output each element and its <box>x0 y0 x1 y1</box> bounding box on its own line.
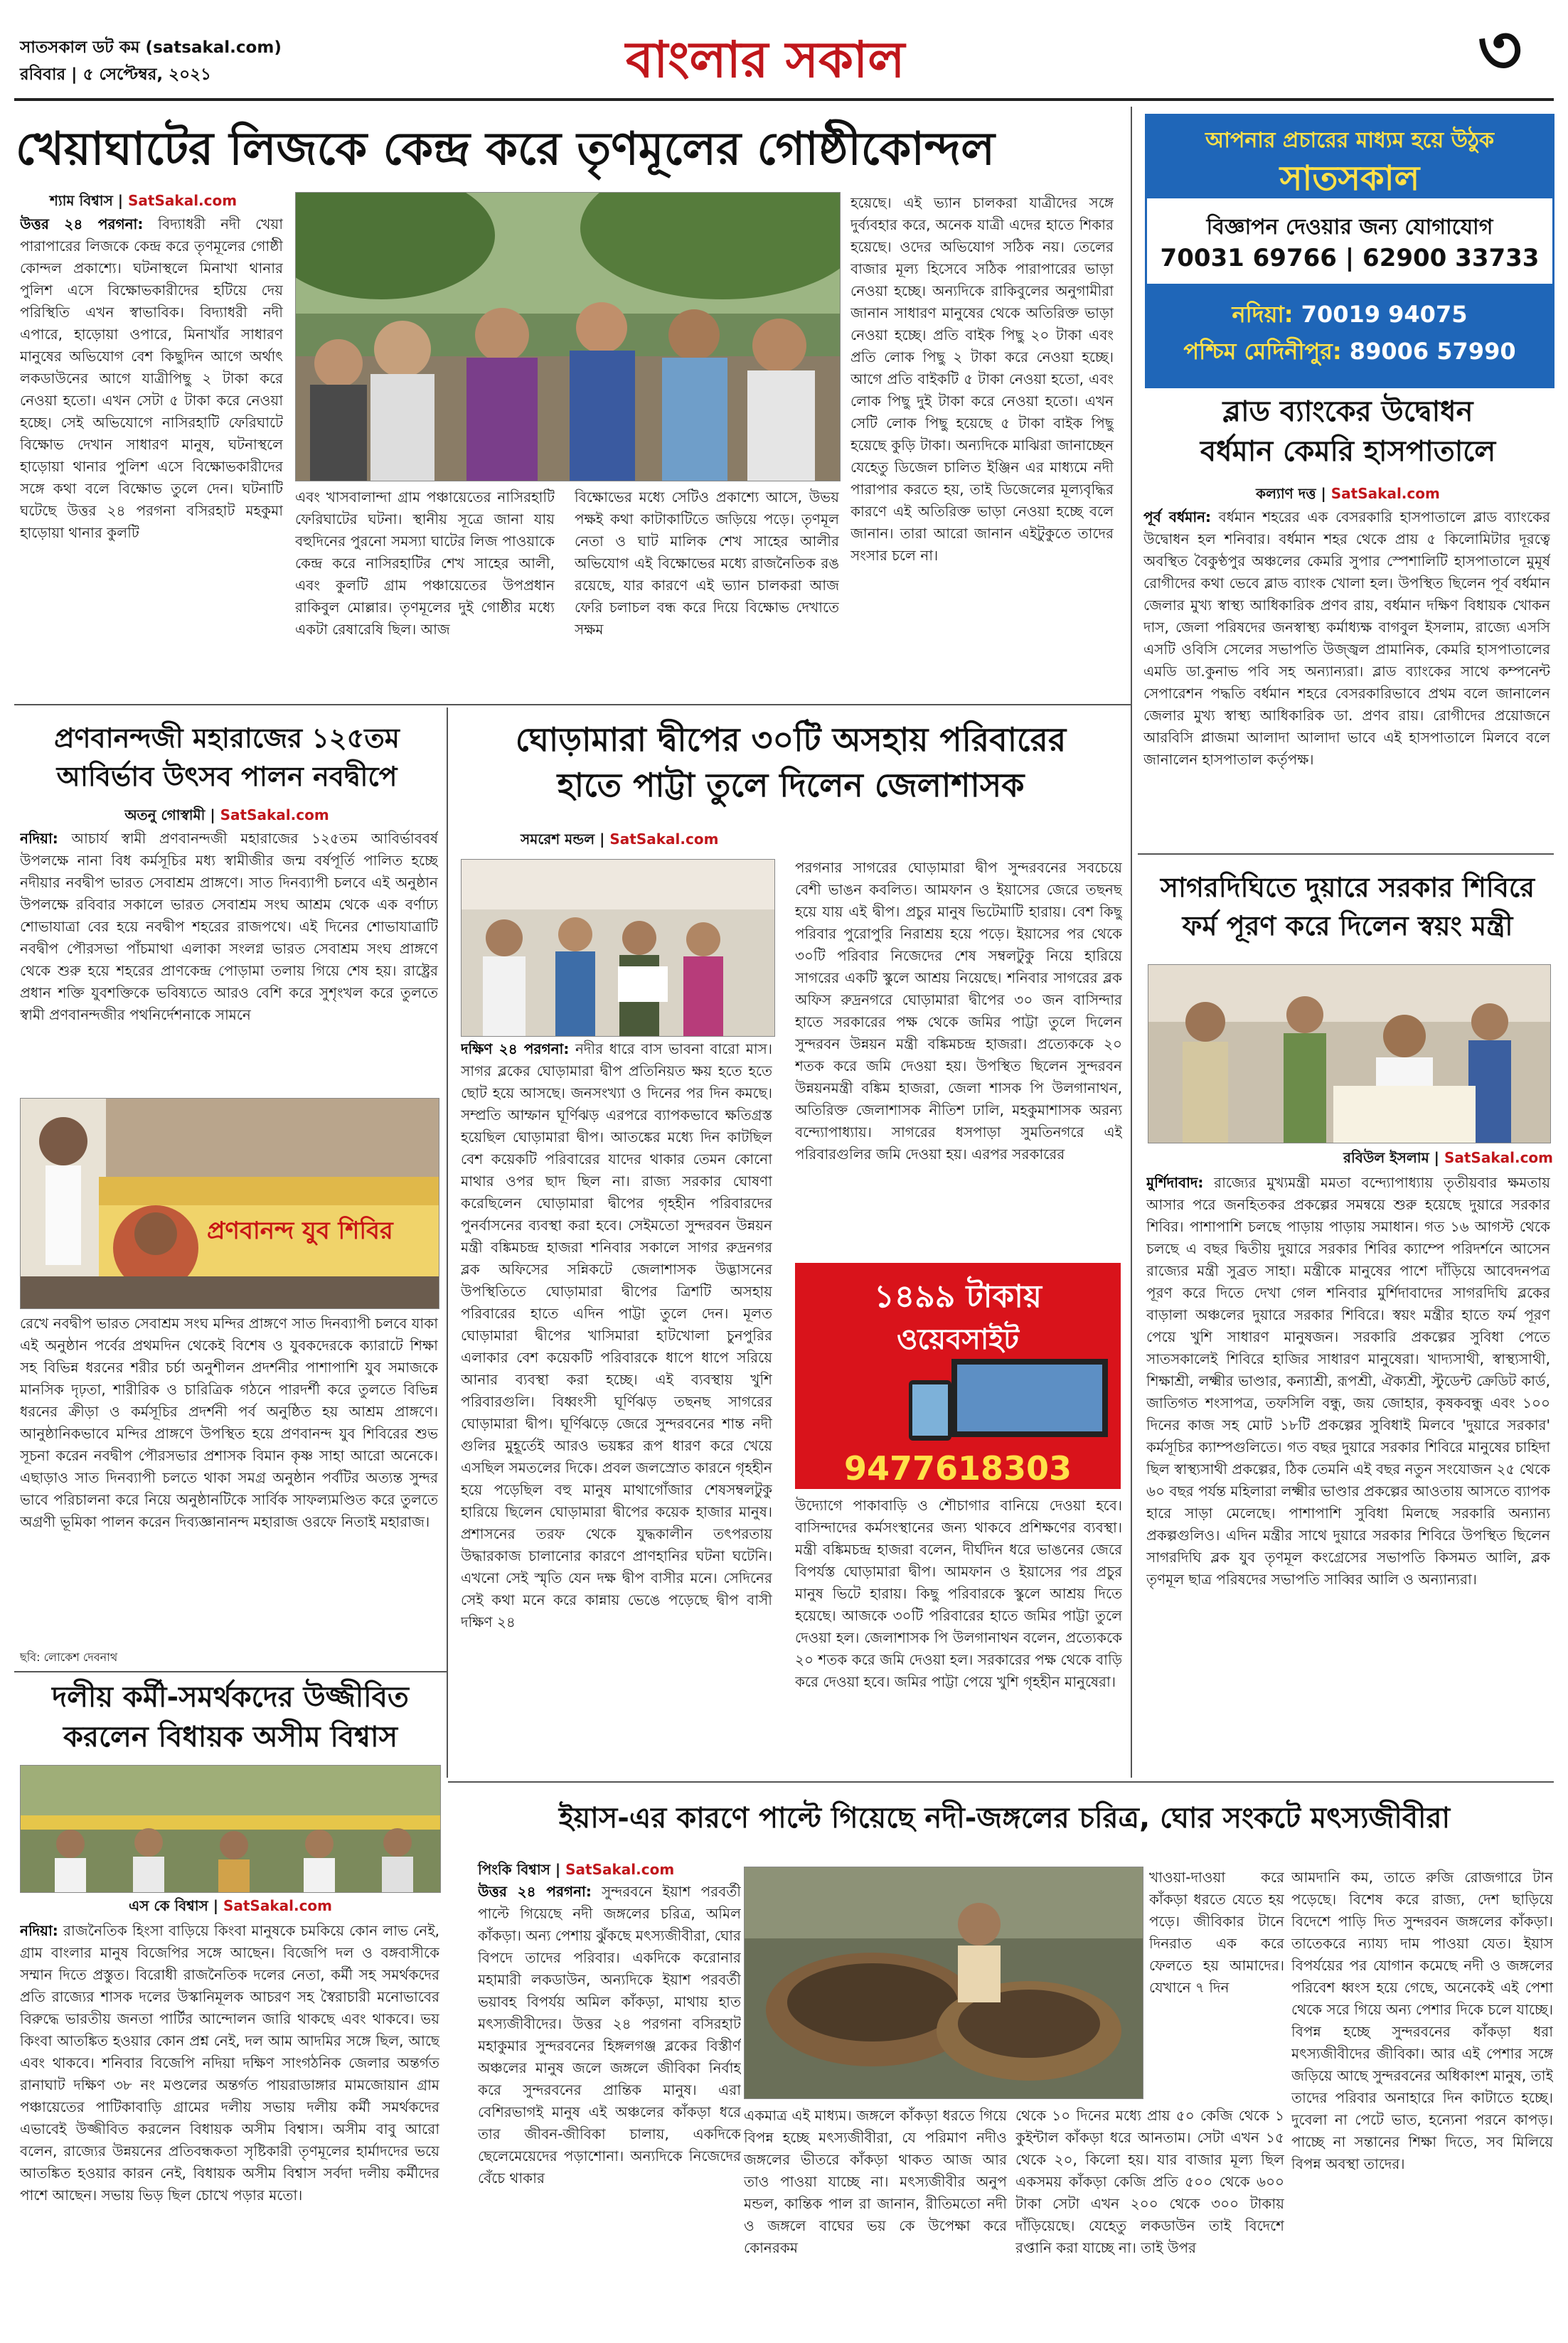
yaas-rule <box>448 1781 1554 1783</box>
page-number: ৩ <box>1478 10 1522 90</box>
ferry-col2: এবং খাসবালান্দা গ্রাম পঞ্চায়েতের নাসিরহাটি ফেরিঘাটের ঘটনা। স্থানীয় সূত্রে জানা যায় বহুদিনের পুরনো সমস্যা ঘাটের লিজ পাওয়াকে কেন্দ্র করে নাসিরহাটির শেখ সাহের আলী, এবং কুলটি গ্রাম পঞ্চায়েতের উপপ্রধান রাকিবুল মোল্লার। তৃণমূলের দুই গোষ্ঠীর মধ্যে একটা রেষারেষি ছিল। আজ <box>295 489 555 638</box>
pranab-lead: নদিয়া: <box>20 830 58 847</box>
ferry-headline: খেয়াঘাটের লিজকে কেন্দ্র করে তৃণমূলের গোষ্ঠীকোন্দল <box>16 123 995 176</box>
ad-top-phone-2[interactable]: 62900 33733 <box>1362 244 1540 272</box>
ghoramara-photo <box>461 859 775 1037</box>
header-rule <box>14 98 1554 101</box>
ad-top-phones: 70031 69766 | 62900 33733 <box>1160 244 1540 272</box>
pranab-banner-image <box>21 1099 439 1308</box>
yaas-headline: ইয়াস-এর কারণে পাল্টে গিয়েছে নদী-জঙ্গলের চরিত্র, ঘোর সংকটে মৎস্যজীবীরা <box>558 1802 1451 1835</box>
bloodbank-byline: কল্যাণ দত্ত | SatSakal.com <box>1256 485 1440 502</box>
ghoramara-headline-2: হাতে পাট্টা তুলে দিলেন জেলাশাসক <box>557 766 1025 804</box>
column-rule-left <box>447 708 448 1778</box>
yaas-col2: একমাত্র এই মাধ্যম। জঙ্গলে কাঁকড়া ধরতে গিয়ে বিপন্ন হচ্ছে মৎস্যজীবীরা, যে পরিমাণ নদীও জঙ্গলের ভীতরে কাঁকড়া থাকত আজ আর তাও পাওয়া যাচ্ছে না। মৎস্যজীবীর অনুপ মন্ডল, কান্তিক পাল রা জানান, রীতিমতো নদী ও জঙ্গলে বাঘের ভয় কে উপেক্ষা করে কোনরকম <box>744 2107 1007 2256</box>
ad-website-price: ১৪৯৯ টাকায় <box>874 1279 1042 1315</box>
ad-top-district-2-label: পশ্চিম মেদিনীপুর: <box>1183 338 1342 365</box>
duare-author: রবিউল ইসলাম <box>1343 1149 1429 1166</box>
duare-lead: মুর্শিদাবাদ: <box>1146 1174 1204 1191</box>
ferry-col4: হয়েছে। এই ভ্যান চালকরা যাত্রীদের সঙ্গে দুর্ব্যবহার করে, অনেক যাত্রী এদের হাতে শিকার হয়েছে। ওদের অভিযোগ সঠিক নয়। তেলের বাজার মূল্য হিসেবে সঠিক পারাপারের ভাড়া নেওয়া হচ্ছে। অন্যদিকে রাকিবুলের অনুগামীরা জানান সাধারণ মানুষের থেকে অতিরিক্ত ভাড়া নেওয়া হচ্ছে। প্রতি বাইক পিছু ২০ টাকা এবং প্রতি লোক পিছু ২ টাকা করে নেওয়া হচ্ছে। আগে প্রতি বাইকটি ৫ টাকা নেওয়া হতো, এবং লোক পিছু দুই টাকা করে নেওয়া হতো। এখন সেটি লোক পিছু হয়েছে ৫ টাকা বাইক পিছু হয়েছে কুড়ি টাকা। অন্যদিকে মাঝিরা জানাচ্ছেন যেহেতু ডিজেল চালিত ইঞ্জিন এর মাধ্যমে নদী পারাপার করতে হয়, তাই ডিজেলের মূল্যবৃদ্ধির কারণে এই অতিরিক্ত ভাড়া নেওয়া হচ্ছে বলে জানান। তারা আরো জানান এইটুকুতে তাদের সংসার চলে না। <box>850 194 1114 564</box>
ghoramara-headline-1: ঘোড়ামারা দ্বীপের ৩০টি অসহায় পরিবারের <box>515 720 1067 759</box>
yaas-crab-image <box>745 1867 1143 2098</box>
bloodbank-author: কল্যাণ দত্ত <box>1256 485 1316 502</box>
pranab-photo <box>20 1098 439 1309</box>
yaas-lead: উত্তর ২৪ পরগনা: <box>478 1883 592 1900</box>
ad-website[interactable] <box>795 1263 1121 1489</box>
ad-top-district-2 <box>1147 333 1552 372</box>
pranab-banner-text: প্রণবানন্দ যুব শিবির <box>207 1217 393 1245</box>
ghoramara-byline: সমরেশ মন্ডল | SatSakal.com <box>521 831 719 848</box>
ad-website-phone[interactable]: 9477618303 <box>843 1449 1072 1488</box>
ferry-site[interactable]: SatSakal.com <box>128 192 238 209</box>
ad-top-brand: সাতসকাল <box>1279 159 1420 198</box>
mla-headline-2: করলেন বিধায়ক অসীম বিশ্বাস <box>63 1721 398 1754</box>
pranab-headline-1: প্রণবানন্দজী মহারাজের ১২৫তম <box>54 722 400 754</box>
bloodbank-body <box>1143 506 1550 844</box>
ad-top-tagline: আপনার প্রচারের মাধ্যম হয়ে উঠুক <box>1205 128 1494 153</box>
mla-site[interactable]: SatSakal.com <box>223 1897 333 1914</box>
pranab-text-top: আচার্য স্বামী প্রণবানন্দজী মহারাজের ১২৫তম আবির্ভাববর্ষ উপলক্ষে নানা বিধ কর্মসূচির মধ্য স্বামীজীর জন্ম বর্ষপূর্তি পালিত হচ্ছে নদীয়ার নবদ্বীপ ভারত সেবাশ্রম প্রাঙ্গণে। সাত দিনব্যাপী চলবে এই অনুষ্ঠান উপলক্ষে রবিবার সকালে ভারত সেবাশ্রম সংঘ আশ্রম থেকে এক বর্ণাঢ্য শোভাযাত্রা বের হয়ে নবদ্বীপ শহরের রাজপথে। এই দিনের শোভাযাত্রাটি নবদ্বীপ পৌরসভা পাঁচমাথা এলাকা সংলগ্ন ভারত সেবাশ্রম সংঘ প্রাঙ্গণে থেকে শুরু হয়ে শহরের প্রাণকেন্দ্র পোড়ামা তলায় গিয়ে শেষ হয়। রাষ্ট্রের প্রধান শক্তি যুবশক্তিকে ভবিষ্যতে আরও বেশি করে সুশৃংখল করে তুলতে স্বামী প্রণবানন্দজীর পথনির্দেশনাকে সামনে <box>20 830 438 1023</box>
header-site-line: সাতসকাল ডট কম (satsakal.com) <box>20 38 282 57</box>
ad-top-contact-label: বিজ্ঞাপন দেওয়ার জন্য যোগাযোগ <box>1206 215 1493 240</box>
ferry-author: শ্যাম বিশ্বাস <box>50 192 113 209</box>
ferry-crowd-image <box>296 193 840 481</box>
ad-top-phone-1[interactable]: 70031 69766 <box>1160 244 1337 272</box>
pranab-byline: অতনু গোস্বামী | SatSakal.com <box>124 806 329 823</box>
pranab-body-bottom: রেখে নবদ্বীপ ভারত সেবাশ্রম সংঘ মন্দির প্রাঙ্গণে সাত দিনব্যাপী চলবে যাকা এই অনুষ্ঠান পর্বের প্রথমদিন থেকেই বিশেষ ও যুবকদেরকে ক্যারাটে শিক্ষা সহ বিভিন্ন ধরনের শরীর চর্চা অনুশীলন প্রদর্শনীর পাশাপাশি যুব সমাজকে মানসিক দৃঢ়তা, শারীরিক ও চারিত্রিক গঠনে পারদর্শী করে তুলতে বিভিন্ন ধরনের ক্রীড়া ও কর্মসূচির প্রদর্শনী পর্ব অনুষ্ঠিত হয় আশ্রম প্রাঙ্গণে। আনুষ্ঠানিকভাবে মন্দির প্রাঙ্গণে উপস্থিত হয়ে প্রণবানন্দ যুব শিবিরের শুভ সূচনা করেন নবদ্বীপ পৌরসভার প্রশাসক বিমান কৃষ্ণ সাহা আরো অনেকে। এছাড়াও সাত দিনব্যাপী চলতে থাকা সমগ্র অনুষ্ঠান পর্বটির অত্যন্ত সুন্দর ভাবে পরিচালনা করে নিয়ে অনুষ্ঠানটিকে সার্বিক সাফল্যমণ্ডিত করে তুলতে অগ্রণী ভূমিকা পালন করেন দিব্যজ্ঞানানন্দ মহারাজ ওরফে নিতাই মহারাজ। <box>20 1315 438 1530</box>
mla-photo <box>20 1765 441 1893</box>
ferry-col1-text: বিদ্যাধরী নদী খেয়া পারাপারের লিজকে কেন্দ্র করে তৃণমূলের গোষ্ঠী কোন্দল প্রকাশ্যে। ঘটনাস্থলে মিনাখা থানার পুলিশ এসে বিক্ষোভকারীদের হটিয়ে দেয় পরিস্থিতি এখন স্বাভাবিক। বিদ্যাধরী নদী এপারে, হাড়োয়া ওপারে, মিনাখাঁর সাধারণ মানুষের অভিযোগ বেশ কিছুদিন আগে অর্থাৎ লকডাউনের আগে যাত্রীপিছু ২ টাকা করে নেওয়া হতো। এখন সেটা ৫ টাকা করে নেওয়া হচ্ছে। সেই অভিযোগে নাসিরহাটি ফেরিঘাটে বিক্ষোভ দেখান সাধারণ মানুষ, ঘটনাস্থলে হাড়োয়া থানার পুলিশ এসে বিক্ষোভকারীদের সঙ্গে কথা বলে বিক্ষোভ তুলে দেন। ঘটনাটি ঘটেছে উত্তর ২৪ পরগনা বসিরহাট মহকুমা হাড়োয়া থানার কুলটি <box>20 215 283 541</box>
mla-byline: এস কে বিশ্বাস | SatSakal.com <box>128 1897 333 1914</box>
ferry-rule <box>14 704 1131 705</box>
ad-top-district-1 <box>1147 297 1552 335</box>
yaas-byline: পিংকি বিশ্বাস | SatSakal.com <box>478 1861 675 1878</box>
mla-headline-1: দলীয় কর্মী-সমর্থকদের উজ্জীবিত <box>52 1681 409 1714</box>
column-rule-right <box>1131 107 1132 1778</box>
ad-top-district-1-phone[interactable]: 70019 94075 <box>1301 301 1468 328</box>
ferry-col1 <box>20 213 283 697</box>
mla-lead: নদিয়া: <box>20 1922 58 1939</box>
mla-text: রাজনৈতিক হিংসা বাড়িয়ে কিংবা মানুষকে চমকিয়ে কোন লাভ নেই, গ্রাম বাংলার মানুষ বিজেপির সঙ্গে আছেন। বিজেপি দল ও বঙ্গবাসীকে সম্মান দিতে প্রস্তুত। বিরোধী রাজনৈতিক দলের নেতা, কর্মী সহ সমর্থকদের প্রতি রাজ্যের শাসক দলের উস্কানিমূলক আচরণ সহ স্বৈরাচারী মনোভাবের বিরুদ্ধে ভারতীয় জনতা পার্টির আন্দোলন জারি থাকছে এবং থাকবে। ভয় কিংবা আতঙ্কিত হওয়ার কোন প্রশ্ন নেই, দল আম আদমির সঙ্গে ছিল, আছে এবং থাকবে। শনিবার বিজেপি নদিয়া দক্ষিণ সাংগঠনিক জেলার অন্তর্গত রানাঘাট দক্ষিণ ৩৮ নং মণ্ডলের অন্তর্গত পায়রাডাঙ্গার মামজোয়ান গ্রাম পঞ্চায়েতের পাটিকাবাড়ি গ্রামের দলীয় সভায় দলীয় কর্মী সমর্থকদের এভাবেই উজ্জীবিত করলেন বিধায়ক অসীম বিশ্বাস। অসীম বাবু আরো বলেন, রাজ্যের উন্নয়নের প্রতিবন্ধকতা সৃষ্টিকারী তৃণমূলের হার্মাদদের ভয়ে আতঙ্কিত হওয়ার কারন নেই, বিধায়ক অসীম বিশ্বাস সর্বদা দলীয় কর্মীদের পাশে আছেন। সভায় ভিড় ছিল চোখে পড়ার মতো। <box>20 1922 439 2204</box>
ghoramara-site[interactable]: SatSakal.com <box>609 831 719 848</box>
yaas-author: পিংকি বিশ্বাস <box>478 1861 550 1878</box>
ad-top[interactable] <box>1145 114 1554 388</box>
ghoramara-col1 <box>461 1038 772 1774</box>
header-date-line: রবিবার | ৫ সেপ্টেম্বর, ২০২১ <box>20 65 211 84</box>
yaas-site[interactable]: SatSakal.com <box>565 1861 675 1878</box>
yaas-photo <box>744 1867 1143 2099</box>
yaas-col2-top: খাওয়া-দাওয়া করে কাঁকড়া ধরতে যেতে হয় পড়ে। জীবিকার টানে দিনরাত এক করে ফেলতে হয় আমাদের। যেখানে ৭ দিন <box>1149 1869 1284 1996</box>
pranab-photo-credit: ছবি: লোকেশ দেবনাথ <box>20 1650 118 1664</box>
ghoramara-col2: পরগনার সাগরের ঘোড়ামারা দ্বীপ সুন্দরবনের সবচেয়ে বেশী ভাঙন কবলিত। আমফান ও ইয়াসের জেরে তছনছ হয়ে যায় এই দ্বীপ। প্রচুর মানুষ ভিটেমাটি হারায়। বেশ কিছু পরিবার পুরোপুরি নিরাশ্রয় হয়ে পড়ে। ইয়াসের পর থেকে ৩০টি পরিবার নিজেদের শেষ সম্বলটুকু নিয়ে হারিয়ে সাগরের একটি স্কুলে আশ্রয় নিয়েছে। শনিবার সাগরের ব্লক অফিস রুদ্রনগরে ঘোড়ামারা দ্বীপের ৩০ জন বাসিন্দার হাতে সরকারের পক্ষ থেকে জমির পাট্টা তুলে দিলেন সুন্দরবন উন্নয়ন মন্ত্রী বঙ্কিমচন্দ্র হাজরা। প্রত্যেককে ২০ শতক করে জমি দেওয়া হয়। উপস্থিত ছিলেন সুন্দরবন উন্নয়নমন্ত্রী বঙ্কিম হাজরা, জেলা শাসক পি উলগানাথন, অতিরিক্ত জেলাশাসক নীতিশ ঢালি, মহকুমাশাসক অরন্য বন্দ্যোপাধ্যায়। সাগরের ধসপাড়া সুমতিনগরে এই পরিবারগুলির জমি দেওয়া হয়। এরপর সরকারের <box>795 859 1122 1163</box>
duare-headline-2: ফর্ম পূরণ করে দিলেন স্বয়ং মন্ত্রী <box>1182 910 1513 941</box>
duare-headline-1: সাগরদিঘিতে দুয়ারে সরকার শিবিরে <box>1160 872 1535 903</box>
ghoramara-ceremony-image <box>462 860 774 1036</box>
ghoramara-col2-bottom: উদ্যোগে পাকাবাড়ি ও শৌচাগার বানিয়ে দেওয়া হবে। বাসিন্দাদের কর্মসংস্থানের জন্য থাকবে প্রশিক্ষণের ব্যবস্থা। মন্ত্রী বঙ্কিমচন্দ্র হাজরা বলেন, দীর্ঘদিন ধরে ভাঙনের জেরে বিপর্যস্ত ঘোড়ামারা দ্বীপ। আমফান ও ইয়াসের পর প্রচুর মানুষ ভিটে হারায়। কিছু পরিবারকে স্কুলে আশ্রয় দিতে হয়েছে। আজকে ৩০টি পরিবারের হাতে জমির পাট্টা তুলে দেওয়া হল। জেলাশাসক পি উলগানাথন বলেন, প্রত্যেককে ২০ শতক করে জমি দেওয়া হল। সরকারের পক্ষ থেকে বাড়ি করে দেওয়া হবে। জমির পাট্টা পেয়ে খুশি গৃহহীন মানুষেরা। <box>795 1497 1122 1690</box>
bloodbank-site[interactable]: SatSakal.com <box>1330 485 1440 502</box>
bloodbank-text: বর্ধমান শহরের এক বেসরকারি হাসপাতালে ব্লাড ব্যাংকের উদ্বোধন হল শনিবার। বর্ধমান শহর থেকে প্রায় ৫ কিলোমিটার দূরত্বে অবস্থিত বৈকুণ্ঠপুর অঞ্চলের কেমরি সুপার স্পেশালিটি হাসপাতালে মুমূর্ষ রোগীদের কথা ভেবে ব্লাড ব্যাংক খোলা হল। উপস্থিত ছিলেন পূর্ব বর্ধমান জেলার মুখ্য স্বাস্থ্য আধিকারিক প্রণব রায়, বর্ধমান দক্ষিণ বিধায়ক খোকন দাস, জেলা পরিষদের জনস্বাস্থ্য কর্মাধ্যক্ষ বাগবুল ইসলাম, রাজ্যে এসসি এসটি ওবিসি সেলের সভাপতি উজ্জ্বল প্রামানিক, কেমরি হাসপাতালের এমডি ডা.কুনাভ পবি সহ অন্যান্যরা। ব্লাড ব্যাংকের সাথে কম্পনেন্ট সেপারেশন পদ্ধতি বর্ধমান শহরে বেসরকারিভাবে প্রথম বলে জানালেন জেলার মুখ্য স্বাস্থ্য আধিকারিক ডা. প্রণব রায়। রোগীদের প্রয়োজনে আরবিসি প্লাজমা আলাদা আলাদা ভাবে এই হাসপাতালে মিলবে বলে জানালেন হাসপাতাল কর্তৃপক্ষ। <box>1143 508 1550 768</box>
duare-body <box>1146 1172 1550 1776</box>
ghoramara-col1-text: নদীর ধারে বাস ভাবনা বারো মাস। সাগর ব্লকের ঘোড়ামারা দ্বীপ প্রতিনিয়ত ক্ষয় হতে হতে ছোট হয়ে আসছে। জনসংখ্যা ও দিনের পর দিন কমছে। সম্প্রতি আম্ফান ঘূর্ণিঝড় এরপরে ব্যাপকভাবে ক্ষতিগ্রস্ত হয়েছিল ঘোড়ামারা দ্বীপ। আতঙ্কের মধ্যে দিন কাটছিল বেশ কয়েকটি পরিবারের যাদের থাকার তেমন কোনো মাথার ওপর ছাদ ছিল না। রাজ্য সরকার ঘোষণা করেছিলেন ঘোড়ামারা দ্বীপের গৃহহীন পরিবারদের পুনর্বাসনের ব্যবস্থা করা হবে। সেইমতো সুন্দরবন উন্নয়ন মন্ত্রী বঙ্কিমচন্দ্র হাজরা শনিবার সকালে সাগর রুদ্রনগর ব্লক অফিসের সন্নিকটে জেলাশাসক উদ্ভাসনের উপস্থিতিতে ঘোড়ামারা দ্বীপের ত্রিশটি অসহায় পরিবারের হাতে এদিন পাট্টা তুলে দেন। মূলত ঘোড়ামারা দ্বীপের খাসিমারা হাটখোলা চুনপুরির এলাকার বেশ কয়েকটি পরিবারকে ধাপে ধাপে সরিয়ে আনার ব্যবস্থা করা হচ্ছে। এই ব্যবস্থায় খুশি পরিবারগুলি। বিধ্বংসী ঘূর্ণিঝড় তছনছ সাগরের ঘোড়ামারা দ্বীপ। ঘূর্ণিঝড়ে জেরে সুন্দরবনের শান্ত নদী গুলির মুহূর্তেই আরও ভয়ঙ্কর রূপ ধারণ করে খেয়ে এসছিল সমতলের দিকে। প্রবল জলস্রোত কারনে গৃহহীন হয়ে পড়েছিল বহু মানুষ মাথাগোঁজার শেষসম্বলটুকু হারিয়ে ছিলেন ঘোড়ামারা দ্বীপের কয়েক হাজার মানুষ। প্রশাসনের তরফ থেকে যুদ্ধকালীন তৎপরতায় উদ্ধারকাজ চালানোর কারণে প্রাণহানির ঘটনা ঘটেনি। এখনো সেই স্মৃতি যেন দক্ষ দ্বীপ বাসীর মনে। সেদিনের সেই কথা মনে করে কান্নায় ভেঙে পড়েছে দ্বীপ বাসী দক্ষিণ ২৪ <box>461 1040 772 1631</box>
masthead: বাংলার সকাল <box>626 31 905 89</box>
pranab-site[interactable]: SatSakal.com <box>220 806 329 823</box>
pranab-author: অতনু গোস্বামী <box>124 806 206 823</box>
mla-meeting-image <box>21 1766 440 1892</box>
ad-top-district-2-phone[interactable]: 89006 57990 <box>1349 338 1516 365</box>
duare-photo <box>1148 964 1551 1143</box>
mla-author: এস কে বিশ্বাস <box>128 1897 208 1914</box>
ferry-col3: বিক্ষোভের মধ্যে সেটিও প্রকাশ্যে আসে, উভয় পক্ষই কথা কাটাকাটিতে জড়িয়ে পড়ে। তৃণমূল নেতা ও ঘাট মালিক শেখ সাহের আলীর অভিযোগ এই বিক্ষোভের মধ্যে রাজনৈতিক রঙ রয়েছে, যার কারণে এই ভ্যান চালকরা আজ ফেরি চলাচল বন্ধ করে দিয়ে বিক্ষোভ দেখাতে সক্ষম <box>575 489 839 638</box>
bloodbank-headline-1: ব্লাড ব্যাংকের উদ্বোধন <box>1222 395 1473 428</box>
yaas-col1 <box>478 1881 741 2336</box>
ferry-byline: শ্যাম বিশ্বাস | SatSakal.com <box>50 192 238 209</box>
ferry-photo <box>295 192 841 481</box>
ghoramara-author: সমরেশ মন্ডল <box>521 831 595 848</box>
duare-camp-image <box>1148 965 1550 1143</box>
bloodbank-headline-2: বর্ধমান কেমরি হাসপাতালে <box>1200 435 1496 468</box>
bloodbank-rule <box>1138 853 1554 855</box>
duare-site[interactable]: SatSakal.com <box>1444 1149 1553 1166</box>
mla-body <box>20 1920 439 2336</box>
pranab-headline-2: আবির্ভাব উৎসব পালন নবদ্বীপে <box>56 761 398 792</box>
ad-website-devices-icon <box>902 1359 1115 1444</box>
duare-byline: রবিউল ইসলাম | SatSakal.com <box>1343 1149 1553 1166</box>
ghoramara-lead: দক্ষিণ ২৪ পরগনা: <box>461 1040 570 1057</box>
ad-top-district-1-label: নদিয়া: <box>1232 301 1294 328</box>
duare-text: রাজ্যের মুখ্যমন্ত্রী মমতা বন্দ্যোপাধ্যায় তৃতীয়বার ক্ষমতায় আসার পরে জনহিতকর প্রকল্পের সমন্বয়ে শুরু হয়েছে দুয়ারে সরকার শিবির। পাশাপাশি চলছে পাড়ায় পাড়ায় সমাধান। গত ১৬ আগস্ট থেকে চলছে এ বছর দ্বিতীয় দুয়ারে সরকার শিবির ক্যাম্পে পরিদর্শনে আসেন রাজ্যের মন্ত্রী সুব্রত সাহা। মন্ত্রীকে মানুষের পাশে দাঁড়িয়ে আবেদনপত্র পূরণ করে দিতে দেখা গেল শনিবার মুর্শিদাবাদের সাগরদিঘি ব্লকের বাড়ালা অঞ্চলের দুয়ারে সরকার শিবিরে। স্বয়ং মন্ত্রীর হাতে ফর্ম পূরণ পেয়ে খুশি সাধারণ মানুষজন। সরকারি প্রকল্পের সুবিধা পেতে সাতসকালেই শিবিরে হাজির সাধারণ মানুষেরা। খাদ্যসাথী, স্বাস্থ্যসাথী, শিক্ষাশ্রী, লক্ষ্মীর ভাণ্ডার, কন্যাশ্রী, রূপশ্রী, ঐক্যশ্রী, স্টুডেন্ট ক্রেডিট কার্ড, জাতিগত শংসাপত্র, তফসিলি বন্ধু, জয় জোহার, কৃষকবন্ধু এবং ১০০ দিনের কাজ সহ মোট ১৮টি প্রকল্পের সুবিধাই মিলবে 'দুয়ারে সরকার' কর্মসূচির ক্যাম্পগুলিতে। গত বছর দুয়ারে সরকার শিবিরে মানুষের চাহিদা ছিল স্বাস্থ্যসাথী প্রকল্পের, ঠিক তেমনি এই বছর নতুন সংযোজন ২৫ থেকে ৬০ বছর পর্যন্ত মহিলারা লক্ষ্মীর ভাণ্ডার প্রকল্পের আওতায় আসতে ব্যাপক হারে সাড়া মেলেছে। পাশাপাশি সুবিধা মিলছে সরকারি অন্যান্য প্রকল্পগুলিও। এদিন মন্ত্রীর সাথে দুয়ারে সরকার শিবিরে উপস্থিত ছিলেন সাগরদিঘি ব্লক যুব তৃণমূল কংগ্রেসের সভাপতি কিসমত আলি, ব্লক তৃণমূল ছাত্র পরিষদের সভাপতি সাব্বির আলি ও অন্যান্যরা। <box>1146 1174 1550 1588</box>
pranab-body-top <box>20 828 438 1092</box>
yaas-col1-text: সুন্দরবনে ইয়াশ পরবর্তী পাল্টে গিয়েছে নদী জঙ্গলের চরিত্র, অমিল কাঁকড়া। অন্য পেশায় ঝুঁকছে মৎস্যজীবীরা, ঘোর বিপদে তাদের পরিবার। একদিকে করোনার মহামারী লকডাউন, অন্যদিকে ইয়াশ পরবর্তী ভয়াবহ বিপর্যয় অমিল কাঁকড়া, মাথায় হাত মৎস্যজীবীদের। উত্তর ২৪ পরগনা বসিরহাট মহাকুমার সুন্দরবনের হিঙ্গলগঞ্জ ব্লকের বিস্তীর্ণ অঞ্চলের মানুষ জলে জঙ্গলে জীবিকা নির্বাহ করে সুন্দরবনের প্রান্তিক মানুষ। এরা বেশিরভাগই মানুষ এই অঞ্চলের কাঁকড়া ধরে তার জীবন-জীবিকা চালায়, একদিকে ছেলেমেয়েদের পড়াশোনা। অন্যদিকে নিজেদের বেঁচে থাকার <box>478 1883 741 2187</box>
yaas-col4: আমদানি কম, তাতে রুজি রোজগারে টান পড়েছে। বিশেষ করে রাজ্য, দেশ ছাড়িয়ে বিদেশে পাড়ি দিত সুন্দরবন জঙ্গলের কাঁকড়া। তাতেকরে ন্যায্য দাম পাওয়া যেত। ইয়াস বিপর্যয়ের পর যোগান কমেছে নদী ও জঙ্গলের পরিবেশ ধ্বংস হয়ে গেছে, অনেকেই এই পেশা থেকে সরে গিয়ে অন্য পেশার দিকে চলে যাচ্ছে। বিপন্ন হচ্ছে সুন্দরবনের কাঁকড়া ধরা মৎস্যজীবীদের জীবিকা। আর এই পেশার সঙ্গে জড়িয়ে আছে সুন্দরবনের অধিকাংশ মানুষ, তাই তাদের পরিবার অনাহারে দিন কাটাতে হচ্ছে। দুবেলা না পেটে ভাত, হন্যেনা পরনে কাপড়। পাচ্ছে না সন্তানের শিক্ষা দিতে, সব মিলিয়ে বিপন্ন অবস্থা তাদের। <box>1291 1869 1553 2172</box>
yaas-col3: থেকে ১০ দিনের মধ্যে প্রায় ৫০ কেজি থেকে ১ কুইন্টাল কাঁকড়া ধরে আনতাম। সেটা এখন ১৫ থেকে ২০, কিলো হয়। যার বাজার মূল্য ছিল একসময় কাঁকড়া কেজি প্রতি ৫০০ থেকে ৬০০ টাকা সেটা এখন ২০০ থেকে ৩০০ টাকায় দাঁড়িয়েছে। যেহেতু লকডাউন তাই বিদেশে রপ্তানি করা যাচ্ছে না। তাই উপর <box>1015 2107 1284 2256</box>
ad-website-product: ওয়েবসাইট <box>897 1323 1019 1356</box>
ferry-lead: উত্তর ২৪ পরগনা: <box>20 215 144 233</box>
bloodbank-lead: পূর্ব বর্ধমান: <box>1143 508 1212 525</box>
pranab-rule <box>14 1671 447 1672</box>
